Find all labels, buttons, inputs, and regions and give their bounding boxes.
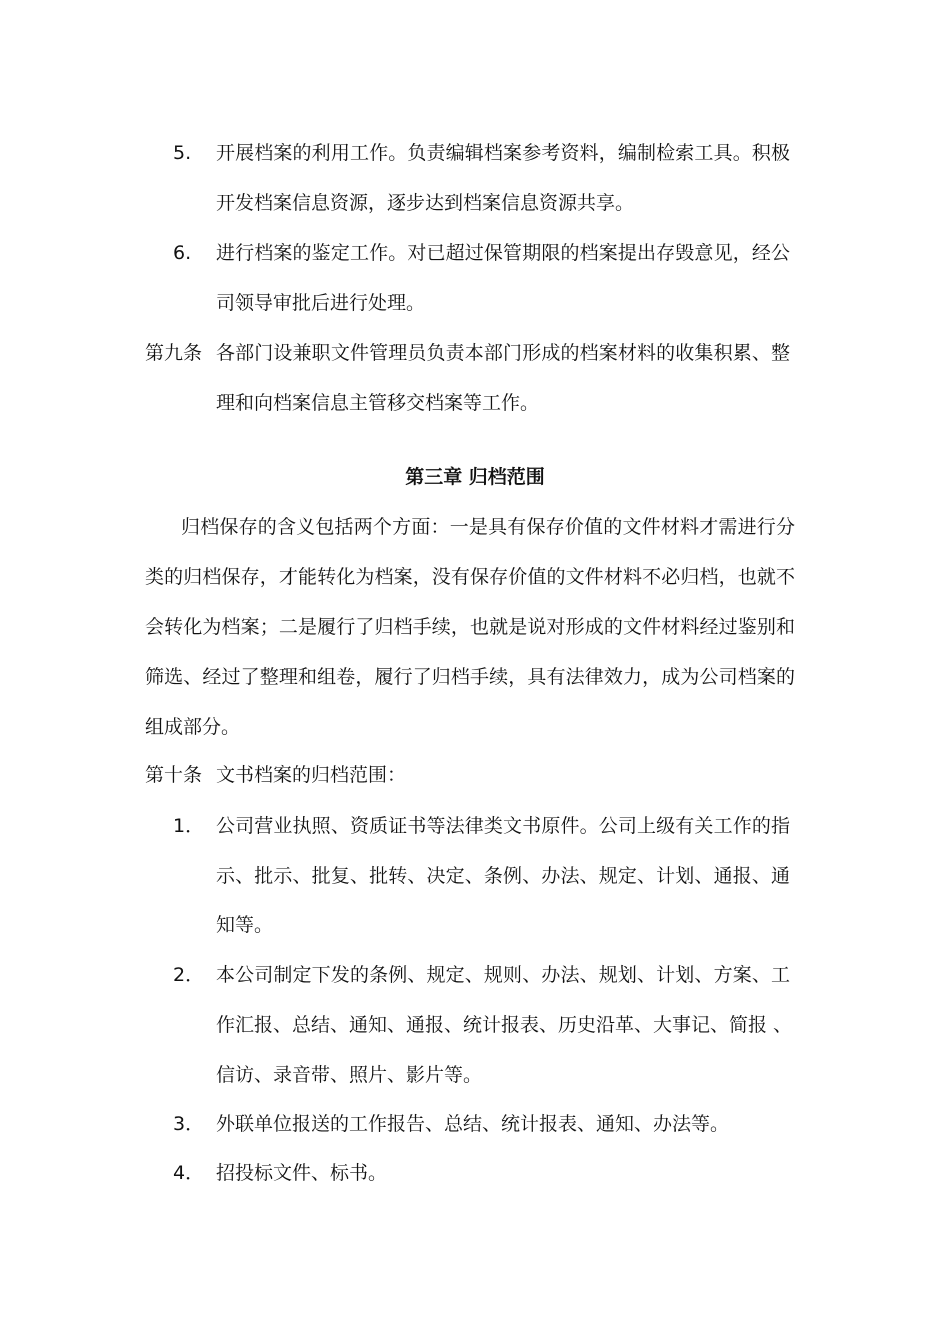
list-item-text: 本公司制定下发的条例、规定、规则、办法、规划、计划、方案、工 bbox=[216, 964, 790, 986]
list-item-number: 4． bbox=[173, 1162, 205, 1184]
paragraph-line: 类的归档保存，才能转化为档案，没有保存价值的文件材料不必归档，也就不 bbox=[145, 566, 795, 588]
list-item-number: 3． bbox=[173, 1113, 205, 1135]
list-item-text: 示、批示、批复、批转、决定、条例、办法、规定、计划、通报、通 bbox=[216, 865, 790, 887]
list-item-text: 公司营业执照、资质证书等法律类文书原件。公司上级有关工作的指 bbox=[216, 815, 790, 837]
paragraph-line: 组成部分。 bbox=[145, 716, 241, 738]
article-label: 第九条 bbox=[145, 342, 203, 364]
list-item-text: 作汇报、总结、通知、通报、统计报表、历史沿革、大事记、简报 、 bbox=[216, 1014, 793, 1036]
list-item-number: 1． bbox=[173, 815, 205, 837]
list-item-text: 知等。 bbox=[216, 914, 274, 936]
chapter-title: 第三章 归档范围 bbox=[405, 466, 545, 488]
list-item-text: 进行档案的鉴定工作。对已超过保管期限的档案提出存毁意见，经公 bbox=[216, 242, 790, 264]
list-item-text: 外联单位报送的工作报告、总结、统计报表、通知、办法等。 bbox=[216, 1113, 730, 1135]
list-item-text: 招投标文件、标书。 bbox=[216, 1162, 388, 1184]
list-item-number: 2． bbox=[173, 964, 205, 986]
list-item-number: 6. bbox=[173, 242, 192, 264]
article-text: 文书档案的归档范围： bbox=[216, 764, 407, 786]
list-item-number: 5. bbox=[173, 142, 192, 164]
list-item-text: 司领导审批后进行处理。 bbox=[216, 292, 426, 314]
paragraph-line: 会转化为档案；二是履行了归档手续，也就是说对形成的文件材料经过鉴别和 bbox=[145, 616, 795, 638]
article-text: 各部门设兼职文件管理员负责本部门形成的档案材料的收集积累、整 bbox=[216, 342, 790, 364]
list-item-text: 开展档案的利用工作。负责编辑档案参考资料，编制检索工具。积极 bbox=[216, 142, 790, 164]
paragraph-line: 归档保存的含义包括两个方面：一是具有保存价值的文件材料才需进行分 bbox=[181, 516, 795, 538]
article-text: 理和向档案信息主管移交档案等工作。 bbox=[216, 392, 540, 414]
list-item-text: 信访、录音带、照片、影片等。 bbox=[216, 1064, 483, 1086]
article-label: 第十条 bbox=[145, 764, 203, 786]
list-item-text: 开发档案信息资源，逐步达到档案信息资源共享。 bbox=[216, 192, 635, 214]
paragraph-line: 筛选、经过了整理和组卷，履行了归档手续，具有法律效力，成为公司档案的 bbox=[145, 666, 795, 688]
